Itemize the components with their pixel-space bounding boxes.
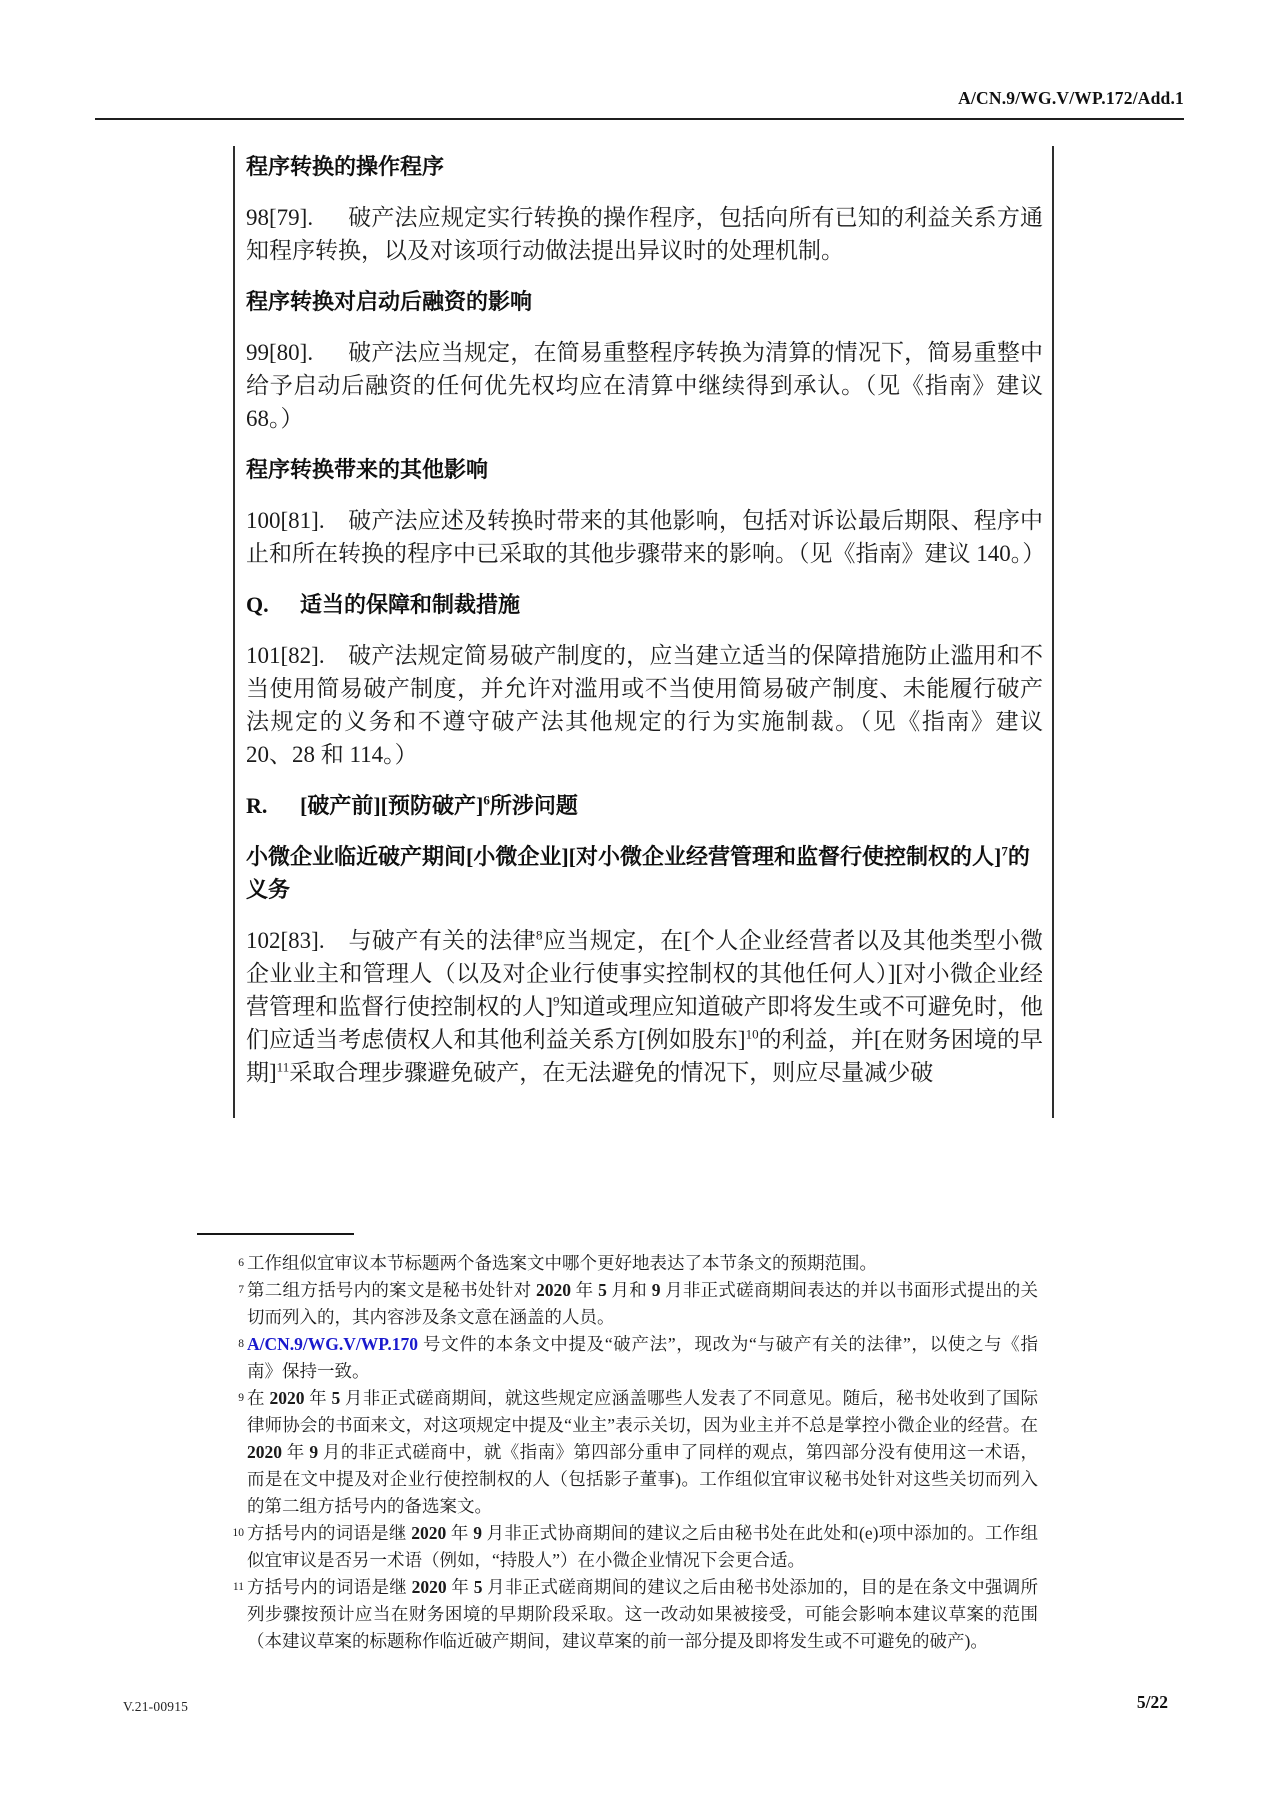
footnote-number: 8: [238, 1338, 244, 1350]
text-run: 月非正式磋商期间的建议之后由秘书处添加的，目的是在条文中强调所列步骤按预计应当在财务困境的早期阶段采取。这一改动如果被接受，可能会影响本建议草案的范围（本建议草案的标题称作临近破产期间，建议草案的前一部分提及即将发生或不可避免的破产)。: [247, 1577, 1039, 1651]
running-head: [246, 285, 1043, 318]
footnote-ref-6: 6: [483, 792, 490, 808]
bold-number: 5: [331, 1388, 341, 1408]
text-run: 小微企业临近破产期间[小微企业][对小微企业经营管理和监督行使控制权的人]: [246, 844, 1002, 869]
bold-number: 9: [651, 1280, 661, 1300]
bold-number: 2020: [247, 1442, 282, 1462]
bold-number: 2020: [536, 1280, 572, 1300]
paragraph-number: 100[81].: [246, 508, 325, 533]
text-run: 适当的保障和制裁措施: [300, 592, 521, 617]
paragraph-number: 98[79].: [246, 205, 314, 230]
footnotes: [232, 1250, 1039, 1655]
footnote-separator: [197, 1233, 354, 1235]
paragraph-number: 99[80].: [246, 340, 314, 365]
text-run: 号文件的本条文中提及“破产法”，现改为“与破产有关的法律”，以使之与《指南》保持一致。: [247, 1334, 1038, 1381]
text-run: 年: [304, 1388, 332, 1408]
document-body: [246, 150, 1046, 1089]
document-link[interactable]: A/CN.9/WG.V/WP.170: [247, 1334, 418, 1354]
text-run: 在: [247, 1388, 270, 1408]
paragraph: [246, 504, 1046, 570]
bold-number: 9: [309, 1442, 319, 1462]
text-run: 程序转换的操作程序: [246, 154, 445, 179]
text-run: 年: [446, 1523, 474, 1543]
paragraph: [246, 336, 1043, 435]
text-run: 破产法规定简易破产制度的，应当建立适当的保障措施防止滥用和不当使用简易破产制度，并允许对滥用或不当使用简易破产制度、未能履行破产法规定的义务和不遵守破产法其他规定的行为实施制裁。（见《指南》建议 20、28 和 114。）: [246, 643, 1043, 767]
footnote-6: [238, 1250, 1038, 1277]
text-run: 的义务: [246, 844, 1030, 902]
text-run: 程序转换带来的其他影响: [246, 457, 489, 482]
bold-number: 2020: [269, 1388, 305, 1408]
text-run: 采取合理步骤避免破产，在无法避免的情况下，则应尽量减少破: [289, 1060, 934, 1085]
section-letter: Q.: [246, 592, 269, 617]
footnote-10: [232, 1520, 1039, 1574]
text-run: 破产法应述及转换时带来的其他影响，包括对诉讼最后期限、程序中止和所在转换的程序中已采取的其他步骤带来的影响。（见《指南》建议 140。）: [246, 508, 1046, 566]
text-run: 年: [571, 1280, 599, 1300]
text-run: 知道或理应知道破产即将发生或不可避免时，他们应适当考虑债权人和其他利益关系方[例如股东]: [246, 994, 1043, 1052]
footnote-9: [238, 1385, 1039, 1520]
text-run: 月非正式协商期间的建议之后由秘书处在此处和(e)项中添加的。工作组似宜审议是否另一术语（例如，“持股人”）在小微企业情况下会更合适。: [247, 1523, 1039, 1570]
footnote-number: 9: [238, 1392, 244, 1404]
text-run: 破产法应当规定，在简易重整程序转换为清算的情况下，简易重整中给予启动后融资的任何优先权均应在清算中继续得到承认。（见《指南》建议 68。）: [246, 340, 1043, 431]
text-run: 破产法应规定实行转换的操作程序，包括向所有已知的利益关系方通知程序转换，以及对该项行动做法提出异议时的处理机制。: [246, 205, 1043, 263]
footnote-8: [238, 1331, 1038, 1385]
text-run: 月非正式磋商期间表达的并以书面形式提出的关切而列入的，其内容涉及条文意在涵盖的人员。: [247, 1280, 1039, 1327]
paragraph: [246, 639, 1043, 771]
text-run: 所涉问题: [489, 793, 578, 818]
revision-bar-right: [1052, 146, 1054, 1118]
text-run: 工作组似宜审议本节标题两个备选案文中哪个更好地表达了本节条文的预期范围。: [247, 1253, 877, 1273]
footnote-number: 7: [238, 1284, 244, 1296]
paragraph-number: 101[82].: [246, 643, 325, 668]
footnote-ref-8: 8: [536, 927, 543, 943]
text-run: 与破产有关的法律: [348, 928, 537, 953]
section-heading: [246, 789, 1043, 822]
text-run: 应当规定，在[个人企业经营者以及其他类型小微企业业主和管理人（以及对企业行使事实控制权的其他任何人）][对小微企业经营管理和监督行使控制权的人]: [246, 928, 1043, 1019]
running-head: [246, 840, 1043, 906]
text-run: 第二组方括号内的案文是秘书处针对: [247, 1280, 537, 1300]
footnote-ref-10: 10: [745, 1026, 759, 1042]
footnote-number: 6: [238, 1257, 244, 1269]
running-head: [246, 150, 1043, 183]
text-run: 月的非正式磋商中，就《指南》第四部分重申了同样的观点，第四部分没有使用这一术语，而是在文中提及对企业行使控制权的人（包括影子董事)。工作组似宜审议秘书处针对这些关切而列入的第二组方括号内的备选案文。: [247, 1442, 1039, 1516]
section-heading: [246, 588, 1043, 621]
job-number: V.21-00915: [123, 1699, 189, 1714]
footnote-ref-11: 11: [276, 1059, 290, 1075]
text-run: 年: [446, 1577, 474, 1597]
footnote-number: 10: [232, 1527, 244, 1539]
text-run: 的利益，并[在财务困境的早期]: [246, 1027, 1043, 1085]
section-letter: R.: [246, 793, 268, 818]
footnote-ref-7: 7: [1001, 843, 1008, 859]
footnote-ref-9: 9: [552, 993, 560, 1009]
paragraph: [246, 201, 1043, 267]
footnote-11: [232, 1574, 1039, 1655]
bold-number: 5: [473, 1577, 483, 1597]
text-run: 年: [282, 1442, 310, 1462]
text-run: [破产前][预防破产]: [300, 793, 484, 818]
text-run: 月和: [606, 1280, 652, 1300]
bold-number: 5: [598, 1280, 607, 1300]
paragraph-number: 102[83].: [246, 928, 325, 953]
text-run: 月非正式磋商期间，就这些规定应涵盖哪些人发表了不同意见。随后，秘书处收到了国际律师协会的书面来文，对这项规定中提及“业主”表示关切，因为业主并不总是掌控小微企业的经营。在: [247, 1388, 1039, 1435]
document-symbol: A/CN.9/WG.V/WP.172/Add.1: [958, 88, 1184, 108]
page-number: 5/22: [1136, 1692, 1168, 1712]
paragraph: [246, 924, 1043, 1089]
bold-number: 9: [473, 1523, 482, 1543]
text-run: 程序转换对启动后融资的影响: [246, 289, 533, 314]
bold-number: 2020: [411, 1523, 447, 1543]
header-rule: [95, 118, 1184, 120]
text-run: 方括号内的词语是继: [247, 1523, 412, 1543]
footnote-number: 11: [232, 1581, 244, 1593]
text-run: 方括号内的词语是继: [247, 1577, 412, 1597]
running-head: [246, 453, 1043, 486]
bold-number: 2020: [411, 1577, 447, 1597]
revision-bar-left: [233, 146, 235, 1118]
footnote-7: [238, 1277, 1039, 1331]
